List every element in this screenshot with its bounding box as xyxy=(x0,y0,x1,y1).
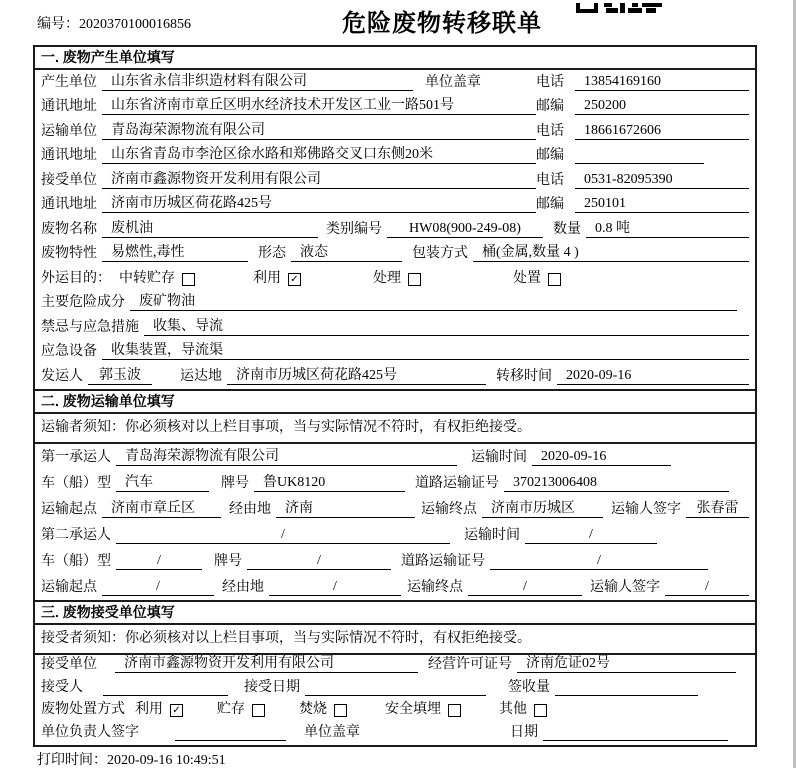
character-value: 易燃性,毒性 xyxy=(102,244,248,262)
row-accept-unit xyxy=(35,655,755,678)
producer-zip-value: 250200 xyxy=(575,97,749,115)
carrier2-label: 第二承运人 xyxy=(41,527,111,543)
row-transporter xyxy=(35,119,755,144)
purpose-option-utilize-label: 利用 xyxy=(253,270,281,286)
receiver-address-label: 通讯地址 xyxy=(41,197,97,212)
end2-value: / xyxy=(468,578,582,596)
vehicle2-value: / xyxy=(116,552,202,570)
consignor-value: 郭玉波 xyxy=(88,367,152,385)
disposal-option-store-label: 贮存 xyxy=(217,702,245,717)
principal-sign-label: 单位负责人签字 xyxy=(41,724,139,740)
accept-date-value xyxy=(305,695,486,696)
qr-code-icon xyxy=(576,0,662,18)
transporter-value: 青岛海荣源物流有限公司 xyxy=(102,122,536,140)
end2-label: 运输终点 xyxy=(407,579,463,595)
hazard-value: 废矿物油 xyxy=(130,293,737,311)
sign-date-label: 日期 xyxy=(510,724,538,740)
transporter-zip-value xyxy=(575,163,704,164)
purpose-option-treat xyxy=(373,270,421,287)
transporter-phone-label: 电话 xyxy=(536,123,564,139)
waste-name-value: 废机油 xyxy=(102,220,318,238)
consignor-label: 发运人 xyxy=(41,368,83,384)
disposal-option-other-label: 其他 xyxy=(499,702,527,717)
checkbox-checked-icon: ✓ xyxy=(288,273,301,286)
receiver-zip-label: 邮编 xyxy=(536,197,564,212)
plate1-label: 牌号 xyxy=(221,475,249,491)
accept-unit-label: 接受单位 xyxy=(41,657,97,672)
taboo-value: 收集、导流 xyxy=(144,318,749,336)
doc-number-label: 编号： xyxy=(37,17,79,32)
section-transporter xyxy=(35,389,755,600)
road-permit2-label: 道路运输证号 xyxy=(401,553,485,569)
origin2-value: / xyxy=(102,578,214,596)
page-title: 危险废物转移联单 xyxy=(342,10,542,37)
transport-time2-value: / xyxy=(525,526,657,544)
checkbox-unchecked-icon xyxy=(182,273,195,286)
print-time-label: 打印时间： xyxy=(37,753,107,768)
receiver-phone-value: 0531-82095390 xyxy=(575,171,749,189)
hazard-label: 主要危险成分 xyxy=(41,295,125,310)
transporter-zip-label: 邮编 xyxy=(536,148,564,163)
end1-value: 济南市历城区 xyxy=(482,500,603,518)
origin1-label: 运输起点 xyxy=(41,501,97,517)
carrier1-value: 青岛海荣源物流有限公司 xyxy=(116,448,457,466)
section-receiver xyxy=(35,600,755,745)
origin2-label: 运输起点 xyxy=(41,579,97,595)
form-value: 液态 xyxy=(291,244,402,262)
plate1-value: 鲁UK8120 xyxy=(254,474,405,492)
accept-date-label: 接受日期 xyxy=(244,679,300,695)
row-acceptor xyxy=(35,677,755,700)
end1-label: 运输终点 xyxy=(421,501,477,517)
acceptor-value xyxy=(103,695,228,696)
section3-header: 三. 废物接受单位填写 xyxy=(35,600,755,625)
section2-header: 二. 废物运输单位填写 xyxy=(35,389,755,414)
origin1-value: 济南市章丘区 xyxy=(102,500,221,518)
destination-value: 济南市历城区荷花路425号 xyxy=(227,367,486,385)
acceptor-label: 接受人 xyxy=(41,679,83,695)
principal-sign-value xyxy=(175,740,286,741)
print-time-value: 2020-09-16 10:49:51 xyxy=(107,753,226,768)
sign1-value: 张春雷 xyxy=(686,500,749,518)
via1-label: 经由地 xyxy=(229,501,271,517)
row-vehicle2 xyxy=(35,548,755,574)
checkbox-unchecked-icon xyxy=(252,704,265,717)
transporter-address-label: 通讯地址 xyxy=(41,148,97,163)
via2-label: 经由地 xyxy=(222,579,264,595)
packing-value: 桶(金属,数量 4 ) xyxy=(473,244,749,262)
checkbox-unchecked-icon xyxy=(408,273,421,286)
quantity-label: 数量 xyxy=(553,221,581,237)
checkbox-unchecked-icon xyxy=(334,704,347,717)
quantity-value: 0.8 吨 xyxy=(586,220,749,238)
sign2-value: / xyxy=(665,578,749,596)
checkbox-unchecked-icon xyxy=(548,273,561,286)
receiver-value: 济南市鑫源物资开发利用有限公司 xyxy=(102,171,536,189)
transporter-label: 运输单位 xyxy=(41,123,97,139)
row-producer xyxy=(35,70,755,95)
plate2-label: 牌号 xyxy=(214,553,242,569)
receiver-label: 接受单位 xyxy=(41,172,97,188)
sign1-label: 运输人签字 xyxy=(611,501,681,517)
disposal-label: 废物处置方式 xyxy=(41,702,125,717)
transfer-time-value: 2020-09-16 xyxy=(557,367,749,385)
vehicle1-value: 汽车 xyxy=(116,474,209,492)
transport-time1-value: 2020-09-16 xyxy=(532,448,671,466)
producer-address-label: 通讯地址 xyxy=(41,99,97,114)
transporter-phone-value: 18661672606 xyxy=(575,122,749,140)
row-disposal xyxy=(35,700,755,723)
received-qty-value xyxy=(555,695,698,696)
producer-value: 山东省永信非织造材料有限公司 xyxy=(102,73,413,91)
category-label: 类别编号 xyxy=(326,221,382,237)
packing-label: 包装方式 xyxy=(412,246,468,261)
carrier1-label: 第一承运人 xyxy=(41,449,111,465)
sign-date-value xyxy=(543,740,728,741)
road-permit2-value: / xyxy=(490,552,708,570)
purpose-option-dispose-label: 处置 xyxy=(513,270,541,286)
disposal-option-other xyxy=(499,701,547,718)
row-waste-name xyxy=(35,217,755,242)
receiver-address-value: 济南市历城区荷花路425号 xyxy=(102,195,536,213)
vehicle1-label: 车（船）型 xyxy=(41,475,111,491)
producer-phone-label: 电话 xyxy=(536,74,564,90)
purpose-option-treat-label: 处理 xyxy=(373,270,401,286)
disposal-option-landfill xyxy=(385,701,461,718)
via1-value: 济南 xyxy=(276,500,415,518)
row-route2 xyxy=(35,574,755,600)
producer-label: 产生单位 xyxy=(41,74,97,90)
row-route1 xyxy=(35,496,755,522)
disposal-option-utilize xyxy=(135,701,183,718)
row-carrier1 xyxy=(35,444,755,470)
checkbox-checked-icon: ✓ xyxy=(170,704,183,717)
form-label: 形态 xyxy=(258,246,286,261)
producer-address-value: 山东省济南市章丘区明水经济技术开发区工业一路501号 xyxy=(102,97,536,115)
row-receiver-address xyxy=(35,193,755,218)
receiver-zip-value: 250101 xyxy=(575,195,749,213)
receiver-notice: 接受者须知：你必须核对以上栏目事项，当与实际情况不符时，有权拒绝接受。 xyxy=(35,625,755,655)
destination-label: 运达地 xyxy=(180,368,222,384)
purpose-option-transfer xyxy=(119,270,195,287)
row-equipment xyxy=(35,340,755,365)
disposal-option-landfill-label: 安全填埋 xyxy=(385,702,441,717)
vehicle2-label: 车（船）型 xyxy=(41,553,111,569)
sign2-label: 运输人签字 xyxy=(590,579,660,595)
manifest-form-table xyxy=(33,45,757,747)
row-taboo xyxy=(35,315,755,340)
transport-time1-label: 运输时间 xyxy=(471,449,527,465)
character-label: 废物特性 xyxy=(41,246,97,261)
row-hazard xyxy=(35,291,755,316)
road-permit1-value: 370213006408 xyxy=(504,474,729,492)
row-consignor xyxy=(35,364,755,389)
permit-label: 经营许可证号 xyxy=(428,657,512,672)
row-purpose xyxy=(35,266,755,291)
row-transporter-address xyxy=(35,144,755,169)
unit-seal-label: 单位盖章 xyxy=(425,74,481,90)
disposal-option-store xyxy=(217,701,265,718)
purpose-option-utilize xyxy=(253,270,301,287)
accept-unit-value: 济南市鑫源物资开发利用有限公司 xyxy=(115,655,418,673)
checkbox-unchecked-icon xyxy=(448,704,461,717)
checkbox-unchecked-icon xyxy=(534,704,547,717)
transporter-notice: 运输者须知：你必须核对以上栏目事项，当与实际情况不符时，有权拒绝接受。 xyxy=(35,414,755,444)
row-producer-address xyxy=(35,95,755,120)
producer-zip-label: 邮编 xyxy=(536,99,564,114)
road-permit1-label: 道路运输证号 xyxy=(415,475,499,491)
category-value: HW08(900-249-08) xyxy=(387,220,543,238)
doc-number-value: 2020370100016856 xyxy=(79,17,191,32)
purpose-label: 外运目的： xyxy=(41,270,111,286)
disposal-option-incinerate-label: 焚烧 xyxy=(299,702,327,717)
transfer-time-label: 转移时间 xyxy=(496,368,552,384)
carrier2-value: / xyxy=(116,526,450,544)
purpose-option-dispose xyxy=(513,270,561,287)
print-time xyxy=(37,749,226,769)
disposal-option-incinerate xyxy=(299,701,347,718)
row-carrier2 xyxy=(35,522,755,548)
waste-name-label: 废物名称 xyxy=(41,221,97,237)
receiver-phone-label: 电话 xyxy=(536,172,564,188)
row-principal-sign xyxy=(35,722,755,745)
row-vehicle1 xyxy=(35,470,755,496)
unit-seal2-label: 单位盖章 xyxy=(304,724,360,740)
equipment-value: 收集装置，导流渠 xyxy=(102,342,749,360)
row-waste-character xyxy=(35,242,755,267)
plate2-value: / xyxy=(247,552,391,570)
permit-value: 济南危证02号 xyxy=(517,655,736,673)
transporter-address-value: 山东省青岛市李沧区徐水路和郑佛路交叉口东侧20米 xyxy=(102,146,536,164)
received-qty-label: 签收量 xyxy=(508,679,550,695)
transport-time2-label: 运输时间 xyxy=(464,527,520,543)
equipment-label: 应急设备 xyxy=(41,344,97,359)
row-receiver xyxy=(35,168,755,193)
section1-header: 一. 废物产生单位填写 xyxy=(35,47,755,70)
section-producer xyxy=(35,47,755,389)
via2-value: / xyxy=(269,578,401,596)
disposal-option-utilize-label: 利用 xyxy=(135,702,163,717)
producer-phone-value: 13854169160 xyxy=(575,73,749,91)
taboo-label: 禁忌与应急措施 xyxy=(41,319,139,335)
purpose-option-transfer-label: 中转贮存 xyxy=(119,270,175,286)
